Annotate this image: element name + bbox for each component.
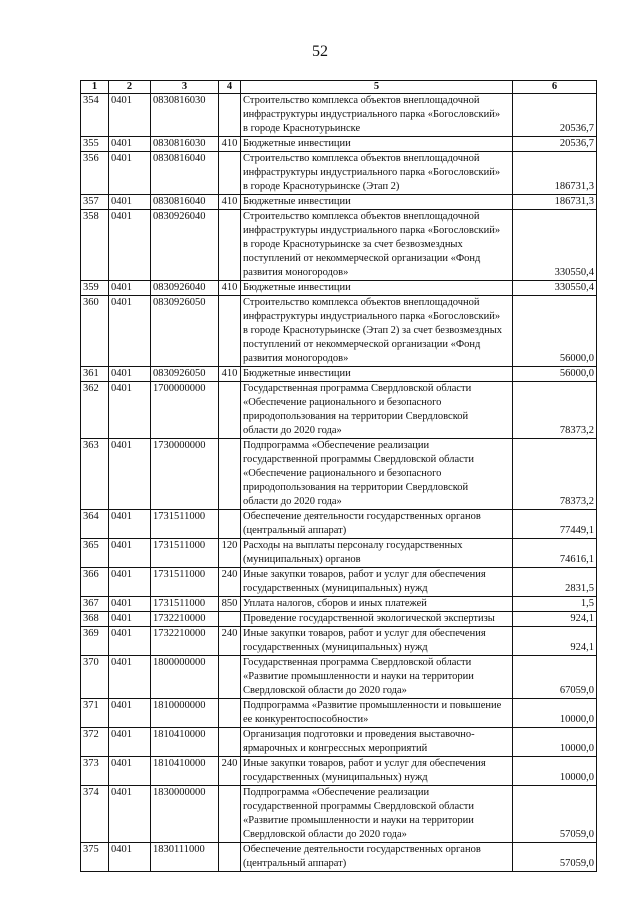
expense-name-line: области до 2020 года» (243, 496, 342, 507)
header-row (81, 81, 597, 94)
expense-type-code (219, 510, 241, 539)
header-col-1: 1 (81, 81, 109, 94)
expense-name-line: государственных (муниципальных) нужд (243, 583, 428, 594)
expense-name-line: Подпрограмма «Развитие промышленности и повышение (243, 700, 502, 711)
expense-name-line: развития моногородов» (243, 267, 349, 278)
expense-type-code (219, 656, 241, 699)
section-code: 0401 (109, 195, 151, 210)
expense-name-line: ее конкурентоспособности» (243, 714, 369, 725)
expense-name-line: государственных (муниципальных) нужд (243, 772, 428, 783)
section-code: 0401 (109, 568, 151, 597)
expense-name (241, 94, 513, 137)
amount: 56000,0 (513, 367, 597, 382)
row-number: 362 (81, 382, 109, 439)
expense-name-line: Иные закупки товаров, работ и услуг для обеспечения (243, 628, 486, 639)
target-article-code: 0830816030 (151, 137, 219, 152)
table-row (81, 568, 597, 597)
target-article-code: 1800000000 (151, 656, 219, 699)
expense-name-line: Иные закупки товаров, работ и услуг для обеспечения (243, 569, 486, 580)
expense-type-code (219, 439, 241, 510)
expense-name (241, 568, 513, 597)
expense-name-line: инфраструктуры индустриального парка «Богословский» (243, 109, 501, 120)
target-article-code: 1731511000 (151, 568, 219, 597)
expense-name-line: Строительство комплекса объектов внеплощадочной (243, 297, 480, 308)
target-article-code: 1810410000 (151, 728, 219, 757)
table-row (81, 510, 597, 539)
section-code: 0401 (109, 539, 151, 568)
amount: 74616,1 (513, 539, 597, 568)
section-code: 0401 (109, 94, 151, 137)
expense-name (241, 757, 513, 786)
expense-type-code: 850 (219, 597, 241, 612)
section-code: 0401 (109, 656, 151, 699)
row-number: 364 (81, 510, 109, 539)
expense-type-code (219, 786, 241, 843)
table-row (81, 699, 597, 728)
expense-name-line: Свердловской области до 2020 года» (243, 685, 407, 696)
expense-type-code (219, 699, 241, 728)
section-code: 0401 (109, 210, 151, 281)
row-number: 358 (81, 210, 109, 281)
table-row (81, 195, 597, 210)
table-row (81, 439, 597, 510)
expense-name (241, 843, 513, 872)
expense-name-line: в городе Краснотурьинске (243, 123, 361, 134)
amount: 57059,0 (513, 843, 597, 872)
table-row (81, 612, 597, 627)
amount: 78373,2 (513, 439, 597, 510)
header-col-6: 6 (513, 81, 597, 94)
amount: 1,5 (513, 597, 597, 612)
row-number: 368 (81, 612, 109, 627)
expense-name-line: Иные закупки товаров, работ и услуг для обеспечения (243, 758, 486, 769)
amount: 57059,0 (513, 786, 597, 843)
expense-name (241, 656, 513, 699)
expense-name-line: Государственная программа Свердловской области (243, 383, 472, 394)
target-article-code: 0830816040 (151, 195, 219, 210)
expense-name-line: поступлений от некоммерческой организации «Фонд (243, 339, 481, 350)
target-article-code: 1732210000 (151, 627, 219, 656)
expense-name-line: Подпрограмма «Обеспечение реализации (243, 787, 430, 798)
target-article-code: 1731511000 (151, 539, 219, 568)
expense-name-line: Проведение государственной экологической экспертизы (243, 613, 495, 624)
row-number: 355 (81, 137, 109, 152)
section-code: 0401 (109, 597, 151, 612)
section-code: 0401 (109, 699, 151, 728)
expense-name (241, 786, 513, 843)
target-article-code: 0830926040 (151, 281, 219, 296)
section-code: 0401 (109, 757, 151, 786)
expense-name (241, 137, 513, 152)
table-row (81, 296, 597, 367)
target-article-code: 0830926050 (151, 367, 219, 382)
expense-name-line: Бюджетные инвестиции (243, 138, 351, 149)
section-code: 0401 (109, 439, 151, 510)
table-row (81, 281, 597, 296)
expense-name-line: ярмарочных и конгрессных мероприятий (243, 743, 428, 754)
expense-name-line: в городе Краснотурьинске (Этап 2) за счет безвозмездных (243, 325, 503, 336)
table-row (81, 382, 597, 439)
expense-name (241, 152, 513, 195)
amount: 330550,4 (513, 210, 597, 281)
row-number: 367 (81, 597, 109, 612)
target-article-code: 1700000000 (151, 382, 219, 439)
expense-name-line: Организация подготовки и проведения выставочно- (243, 729, 475, 740)
expense-name (241, 439, 513, 510)
target-article-code: 1731511000 (151, 597, 219, 612)
target-article-code: 0830926050 (151, 296, 219, 367)
table-row (81, 656, 597, 699)
expense-name-line: «Развитие промышленности и науки на территории (243, 815, 474, 826)
expense-type-code: 120 (219, 539, 241, 568)
expense-name-line: в городе Краснотурьинске (Этап 2) (243, 181, 400, 192)
expense-name-line: развития моногородов» (243, 353, 349, 364)
expense-type-code (219, 210, 241, 281)
expense-name-line: Свердловской области до 2020 года» (243, 829, 407, 840)
expense-type-code (219, 296, 241, 367)
row-number: 356 (81, 152, 109, 195)
target-article-code: 1730000000 (151, 439, 219, 510)
expense-name-line: государственной программы Свердловской области (243, 801, 474, 812)
table-body (81, 94, 597, 872)
expense-name-line: Подпрограмма «Обеспечение реализации (243, 440, 430, 451)
row-number: 370 (81, 656, 109, 699)
target-article-code: 0830816030 (151, 94, 219, 137)
amount: 924,1 (513, 627, 597, 656)
amount: 77449,1 (513, 510, 597, 539)
section-code: 0401 (109, 152, 151, 195)
expense-name (241, 195, 513, 210)
row-number: 369 (81, 627, 109, 656)
amount: 78373,2 (513, 382, 597, 439)
expense-name-line: Строительство комплекса объектов внеплощадочной (243, 211, 480, 222)
expense-name-line: Строительство комплекса объектов внеплощадочной (243, 153, 480, 164)
expense-name-line: Строительство комплекса объектов внеплощадочной (243, 95, 480, 106)
row-number: 361 (81, 367, 109, 382)
expense-name (241, 728, 513, 757)
expense-type-code (219, 728, 241, 757)
amount: 186731,3 (513, 152, 597, 195)
table-row (81, 539, 597, 568)
target-article-code: 1731511000 (151, 510, 219, 539)
row-number: 360 (81, 296, 109, 367)
expense-type-code (219, 152, 241, 195)
target-article-code: 1732210000 (151, 612, 219, 627)
expense-name-line: государственной программы Свердловской области (243, 454, 474, 465)
section-code: 0401 (109, 296, 151, 367)
amount: 56000,0 (513, 296, 597, 367)
table-row (81, 94, 597, 137)
section-code: 0401 (109, 728, 151, 757)
row-number: 365 (81, 539, 109, 568)
section-code: 0401 (109, 843, 151, 872)
section-code: 0401 (109, 281, 151, 296)
header-col-3: 3 (151, 81, 219, 94)
budget-table (80, 80, 597, 872)
header-col-5: 5 (241, 81, 513, 94)
expense-name (241, 612, 513, 627)
section-code: 0401 (109, 786, 151, 843)
row-number: 373 (81, 757, 109, 786)
expense-name-line: «Развитие промышленности и науки на территории (243, 671, 474, 682)
table-row (81, 597, 597, 612)
expense-name-line: (центральный аппарат) (243, 525, 347, 536)
expense-type-code: 410 (219, 367, 241, 382)
target-article-code: 1830000000 (151, 786, 219, 843)
header-col-2: 2 (109, 81, 151, 94)
amount: 10000,0 (513, 699, 597, 728)
table-row (81, 728, 597, 757)
expense-name-line: природопользования на территории Свердловской (243, 411, 469, 422)
expense-name-line: Обеспечение деятельности государственных органов (243, 511, 481, 522)
row-number: 359 (81, 281, 109, 296)
expense-type-code: 410 (219, 195, 241, 210)
expense-type-code (219, 94, 241, 137)
amount: 186731,3 (513, 195, 597, 210)
expense-type-code (219, 382, 241, 439)
target-article-code: 1830111000 (151, 843, 219, 872)
row-number: 366 (81, 568, 109, 597)
expense-type-code (219, 843, 241, 872)
expense-name (241, 597, 513, 612)
expense-type-code: 410 (219, 137, 241, 152)
target-article-code: 0830816040 (151, 152, 219, 195)
expense-type-code (219, 612, 241, 627)
expense-name-line: Государственная программа Свердловской области (243, 657, 472, 668)
amount: 20536,7 (513, 137, 597, 152)
page-number: 52 (312, 43, 328, 60)
table-row (81, 843, 597, 872)
expense-name-line: «Обеспечение рационального и безопасного (243, 468, 442, 479)
target-article-code: 0830926040 (151, 210, 219, 281)
row-number: 372 (81, 728, 109, 757)
row-number: 375 (81, 843, 109, 872)
amount: 20536,7 (513, 94, 597, 137)
table-row (81, 152, 597, 195)
amount: 924,1 (513, 612, 597, 627)
expense-name (241, 210, 513, 281)
expense-name-line: области до 2020 года» (243, 425, 342, 436)
row-number: 374 (81, 786, 109, 843)
table-row (81, 786, 597, 843)
expense-name-line: (центральный аппарат) (243, 858, 347, 869)
section-code: 0401 (109, 612, 151, 627)
expense-name-line: природопользования на территории Свердловской (243, 482, 469, 493)
target-article-code: 1810000000 (151, 699, 219, 728)
table-row (81, 137, 597, 152)
row-number: 357 (81, 195, 109, 210)
expense-name-line: инфраструктуры индустриального парка «Богословский» (243, 167, 501, 178)
table-row (81, 757, 597, 786)
expense-name-line: (муниципальных) органов (243, 554, 361, 565)
expense-name (241, 539, 513, 568)
row-number: 371 (81, 699, 109, 728)
expense-name-line: Бюджетные инвестиции (243, 196, 351, 207)
table-header (81, 81, 597, 94)
expense-name (241, 510, 513, 539)
expense-name (241, 699, 513, 728)
table-row (81, 210, 597, 281)
amount: 67059,0 (513, 656, 597, 699)
expense-name-line: Обеспечение деятельности государственных органов (243, 844, 481, 855)
expense-name-line: Бюджетные инвестиции (243, 282, 351, 293)
header-col-4: 4 (219, 81, 241, 94)
table-row (81, 367, 597, 382)
expense-name-line: государственных (муниципальных) нужд (243, 642, 428, 653)
expense-type-code: 240 (219, 568, 241, 597)
expense-type-code: 240 (219, 757, 241, 786)
expense-name-line: инфраструктуры индустриального парка «Богословский» (243, 225, 501, 236)
expense-name-line: в городе Краснотурьинске за счет безвозмездных (243, 239, 463, 250)
amount: 10000,0 (513, 757, 597, 786)
row-number: 363 (81, 439, 109, 510)
section-code: 0401 (109, 137, 151, 152)
table-row (81, 627, 597, 656)
target-article-code: 1810410000 (151, 757, 219, 786)
row-number: 354 (81, 94, 109, 137)
expense-name-line: поступлений от некоммерческой организации «Фонд (243, 253, 481, 264)
section-code: 0401 (109, 382, 151, 439)
expense-name-line: Бюджетные инвестиции (243, 368, 351, 379)
amount: 330550,4 (513, 281, 597, 296)
amount: 10000,0 (513, 728, 597, 757)
expense-name (241, 382, 513, 439)
expense-type-code: 240 (219, 627, 241, 656)
expense-name-line: инфраструктуры индустриального парка «Богословский» (243, 311, 501, 322)
expense-type-code: 410 (219, 281, 241, 296)
section-code: 0401 (109, 627, 151, 656)
expense-name-line: Расходы на выплаты персоналу государственных (243, 540, 463, 551)
expense-name-line: «Обеспечение рационального и безопасного (243, 397, 442, 408)
section-code: 0401 (109, 510, 151, 539)
expense-name (241, 296, 513, 367)
expense-name-line: Уплата налогов, сборов и иных платежей (243, 598, 427, 609)
expense-name (241, 367, 513, 382)
expense-name (241, 281, 513, 296)
expense-name (241, 627, 513, 656)
section-code: 0401 (109, 367, 151, 382)
amount: 2831,5 (513, 568, 597, 597)
